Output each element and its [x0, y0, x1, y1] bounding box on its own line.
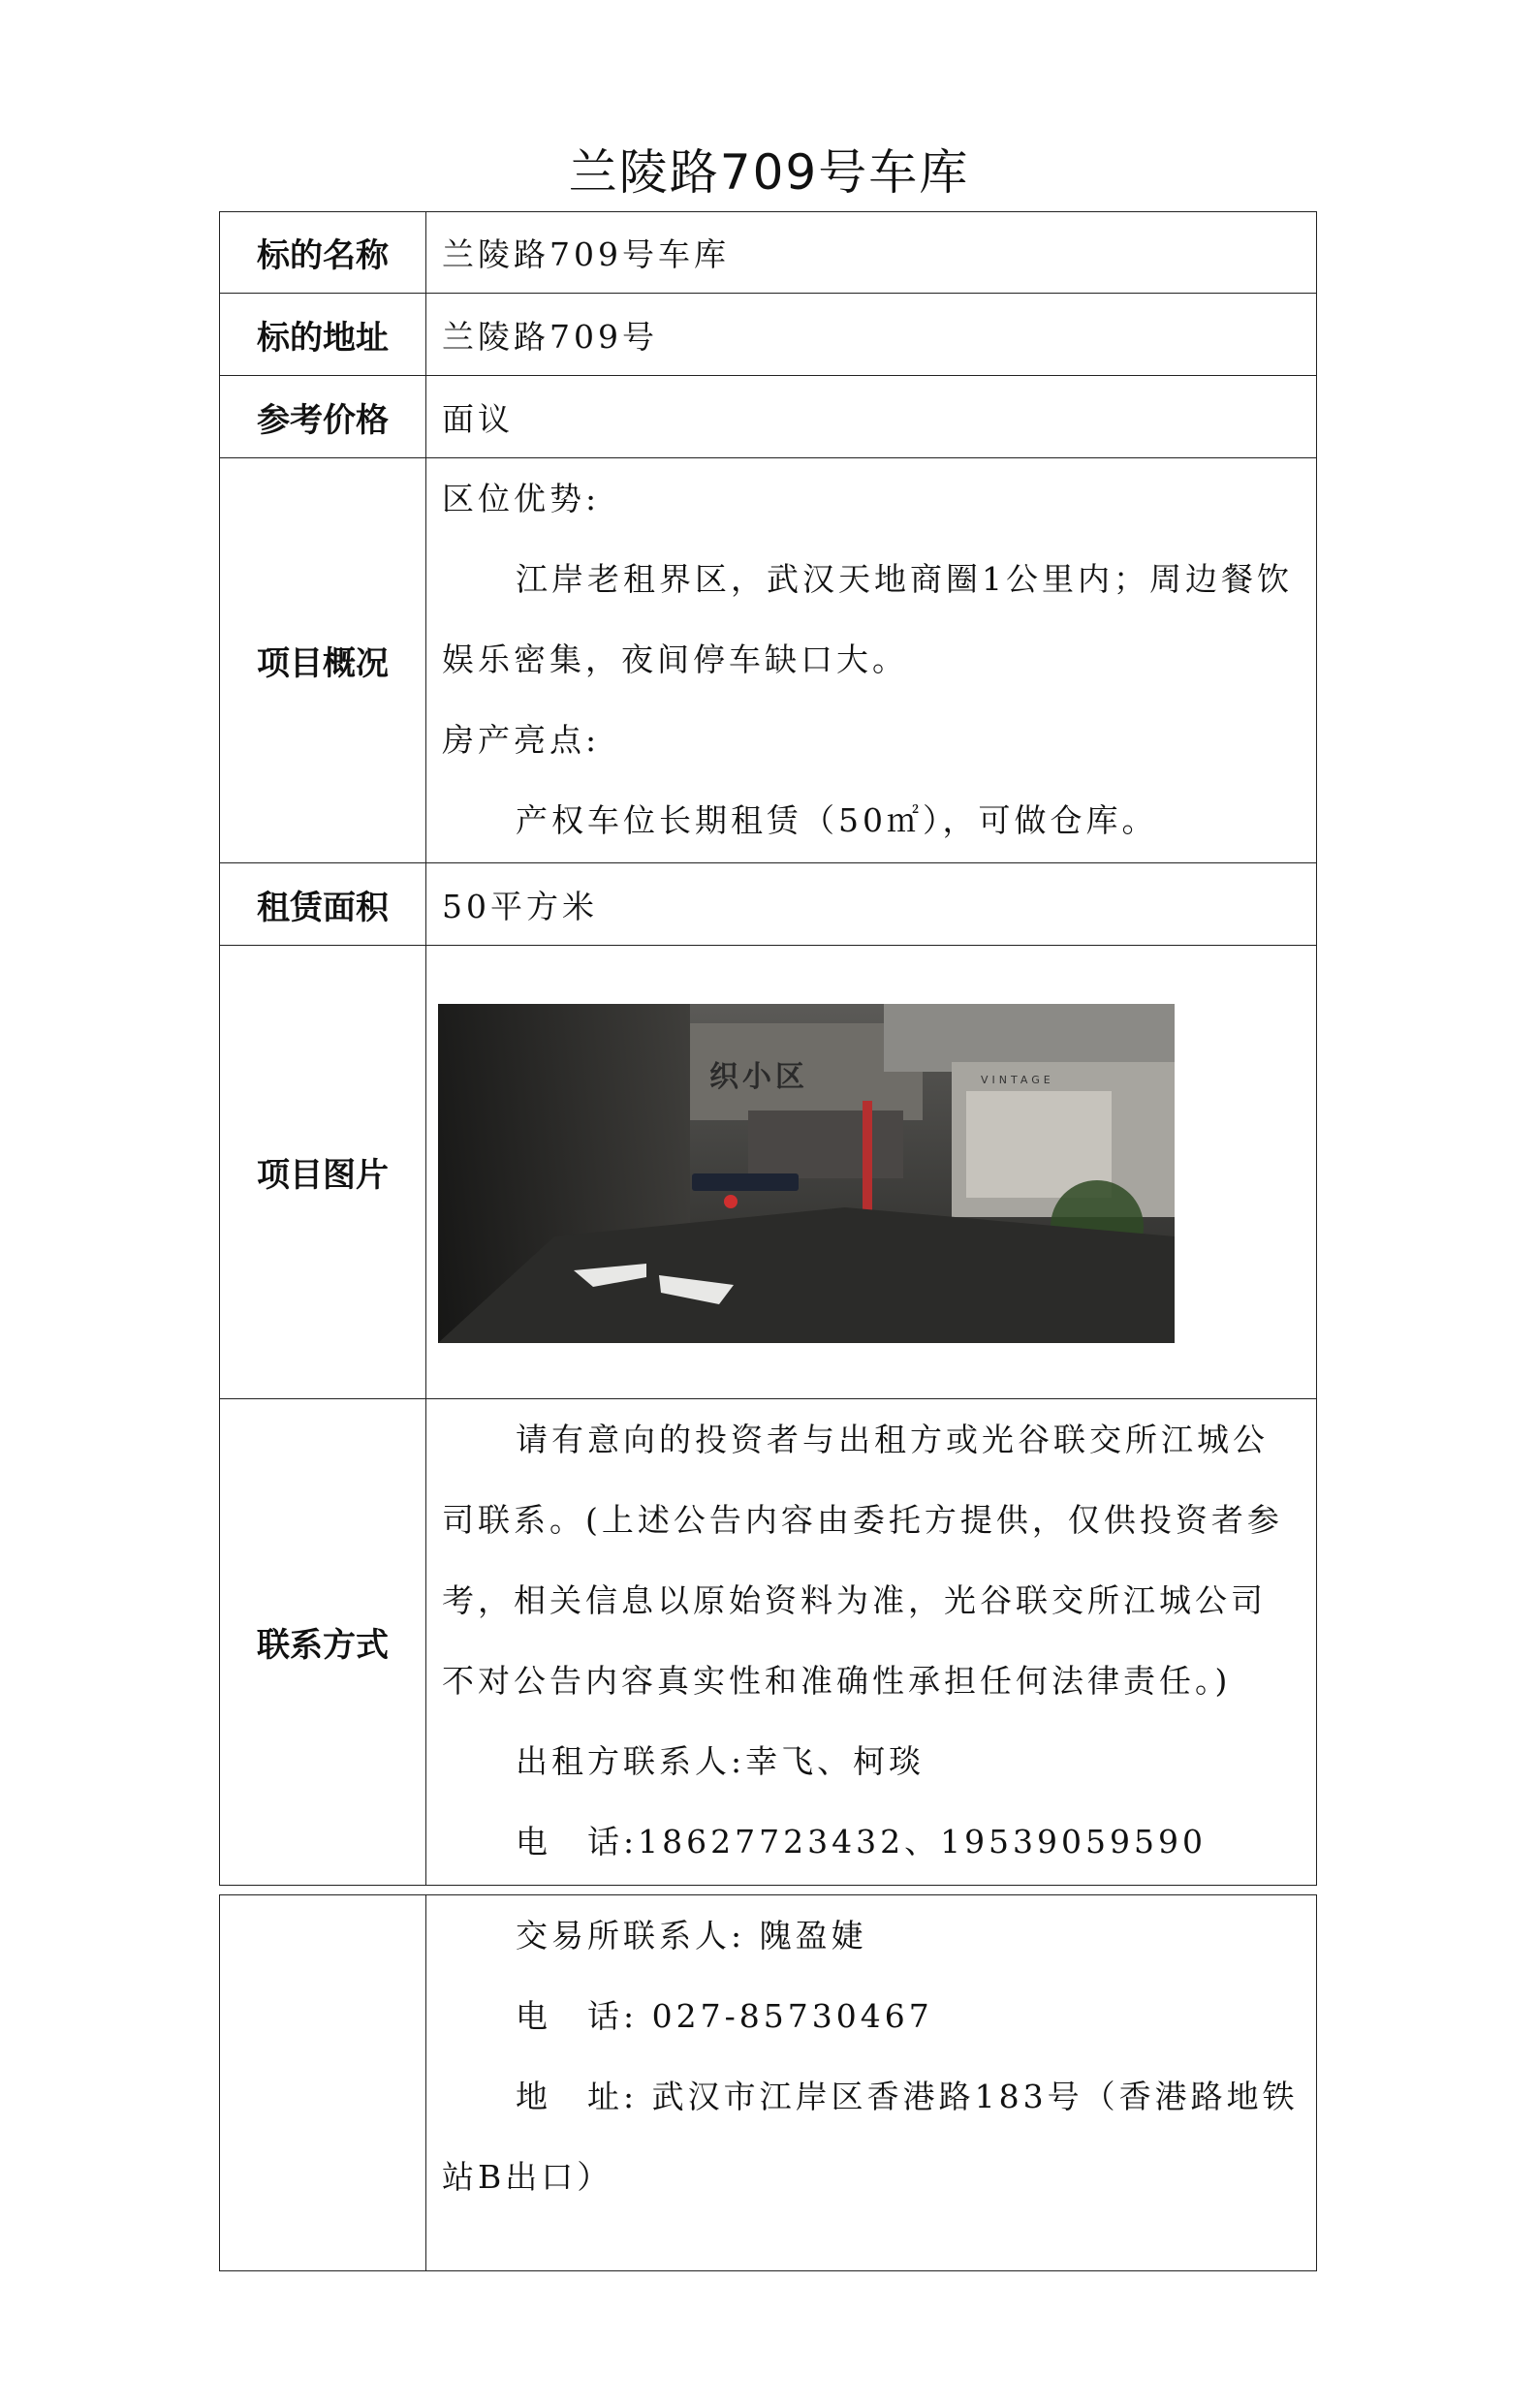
exchange-phone: 电 话: 027-85730467: [516, 1997, 933, 2035]
project-photo: [438, 1004, 1175, 1343]
exchange-address: 地 址: 武汉市江岸区香港路183号（香港路地铁站B出口）: [442, 2078, 1299, 2196]
info-table: [219, 211, 1317, 1886]
overview-highlights-text: 产权车位长期租赁（50㎡），可做仓库。: [516, 801, 1158, 839]
row-overview: [220, 458, 1317, 863]
value-name: 兰陵路709号车库: [426, 212, 1317, 294]
label-address: 标的地址: [220, 294, 426, 376]
label-image: 项目图片: [220, 946, 426, 1399]
value-address: 兰陵路709号: [426, 294, 1317, 376]
photo-sign-text: 织小区: [709, 1060, 808, 1094]
overview-heading-highlights: 房产亮点:: [442, 721, 601, 759]
row-name: [220, 212, 1317, 294]
label-overview: 项目概况: [220, 458, 426, 863]
exchange-contact: 交易所联系人: 隗盈婕: [516, 1917, 867, 1955]
overview-location-text: 江岸老租界区，武汉天地商圈1公里内；周边餐饮娱乐密集，夜间停车缺口大。: [442, 560, 1293, 678]
label-price: 参考价格: [220, 376, 426, 458]
row-exchange: [220, 1895, 1317, 2271]
label-contact: 联系方式: [220, 1399, 426, 1886]
lessor-phone: 电 话:18627723432、19539059590: [516, 1823, 1208, 1861]
contact-notice: 请有意向的投资者与出租方或光谷联交所江城公司联系。(上述公告内容由委托方提供，仅供投资者参考，相关信息以原始资料为准，光谷联交所江城公司不对公告内容真实性和准确性承担任何法律责任。): [442, 1421, 1283, 1700]
lessor-contact: 出租方联系人:幸飞、柯琰: [516, 1742, 926, 1780]
value-exchange: [426, 1895, 1317, 2271]
row-address: [220, 294, 1317, 376]
exchange-table: [219, 1894, 1317, 2271]
label-area: 租赁面积: [220, 863, 426, 946]
value-overview: [426, 458, 1317, 863]
photo-sign-vintage: VINTAGE: [981, 1074, 1054, 1086]
row-contact: [220, 1399, 1317, 1886]
overview-heading-location: 区位优势:: [442, 480, 601, 517]
row-price: [220, 376, 1317, 458]
value-area: 50平方米: [426, 863, 1317, 946]
row-area: [220, 863, 1317, 946]
label-exchange-empty: [220, 1895, 426, 2271]
value-image: [426, 946, 1317, 1399]
row-image: [220, 946, 1317, 1399]
label-name: 标的名称: [220, 212, 426, 294]
value-contact: [426, 1399, 1317, 1886]
value-price: 面议: [426, 376, 1317, 458]
page-title: 兰陵路709号车库: [568, 144, 970, 201]
